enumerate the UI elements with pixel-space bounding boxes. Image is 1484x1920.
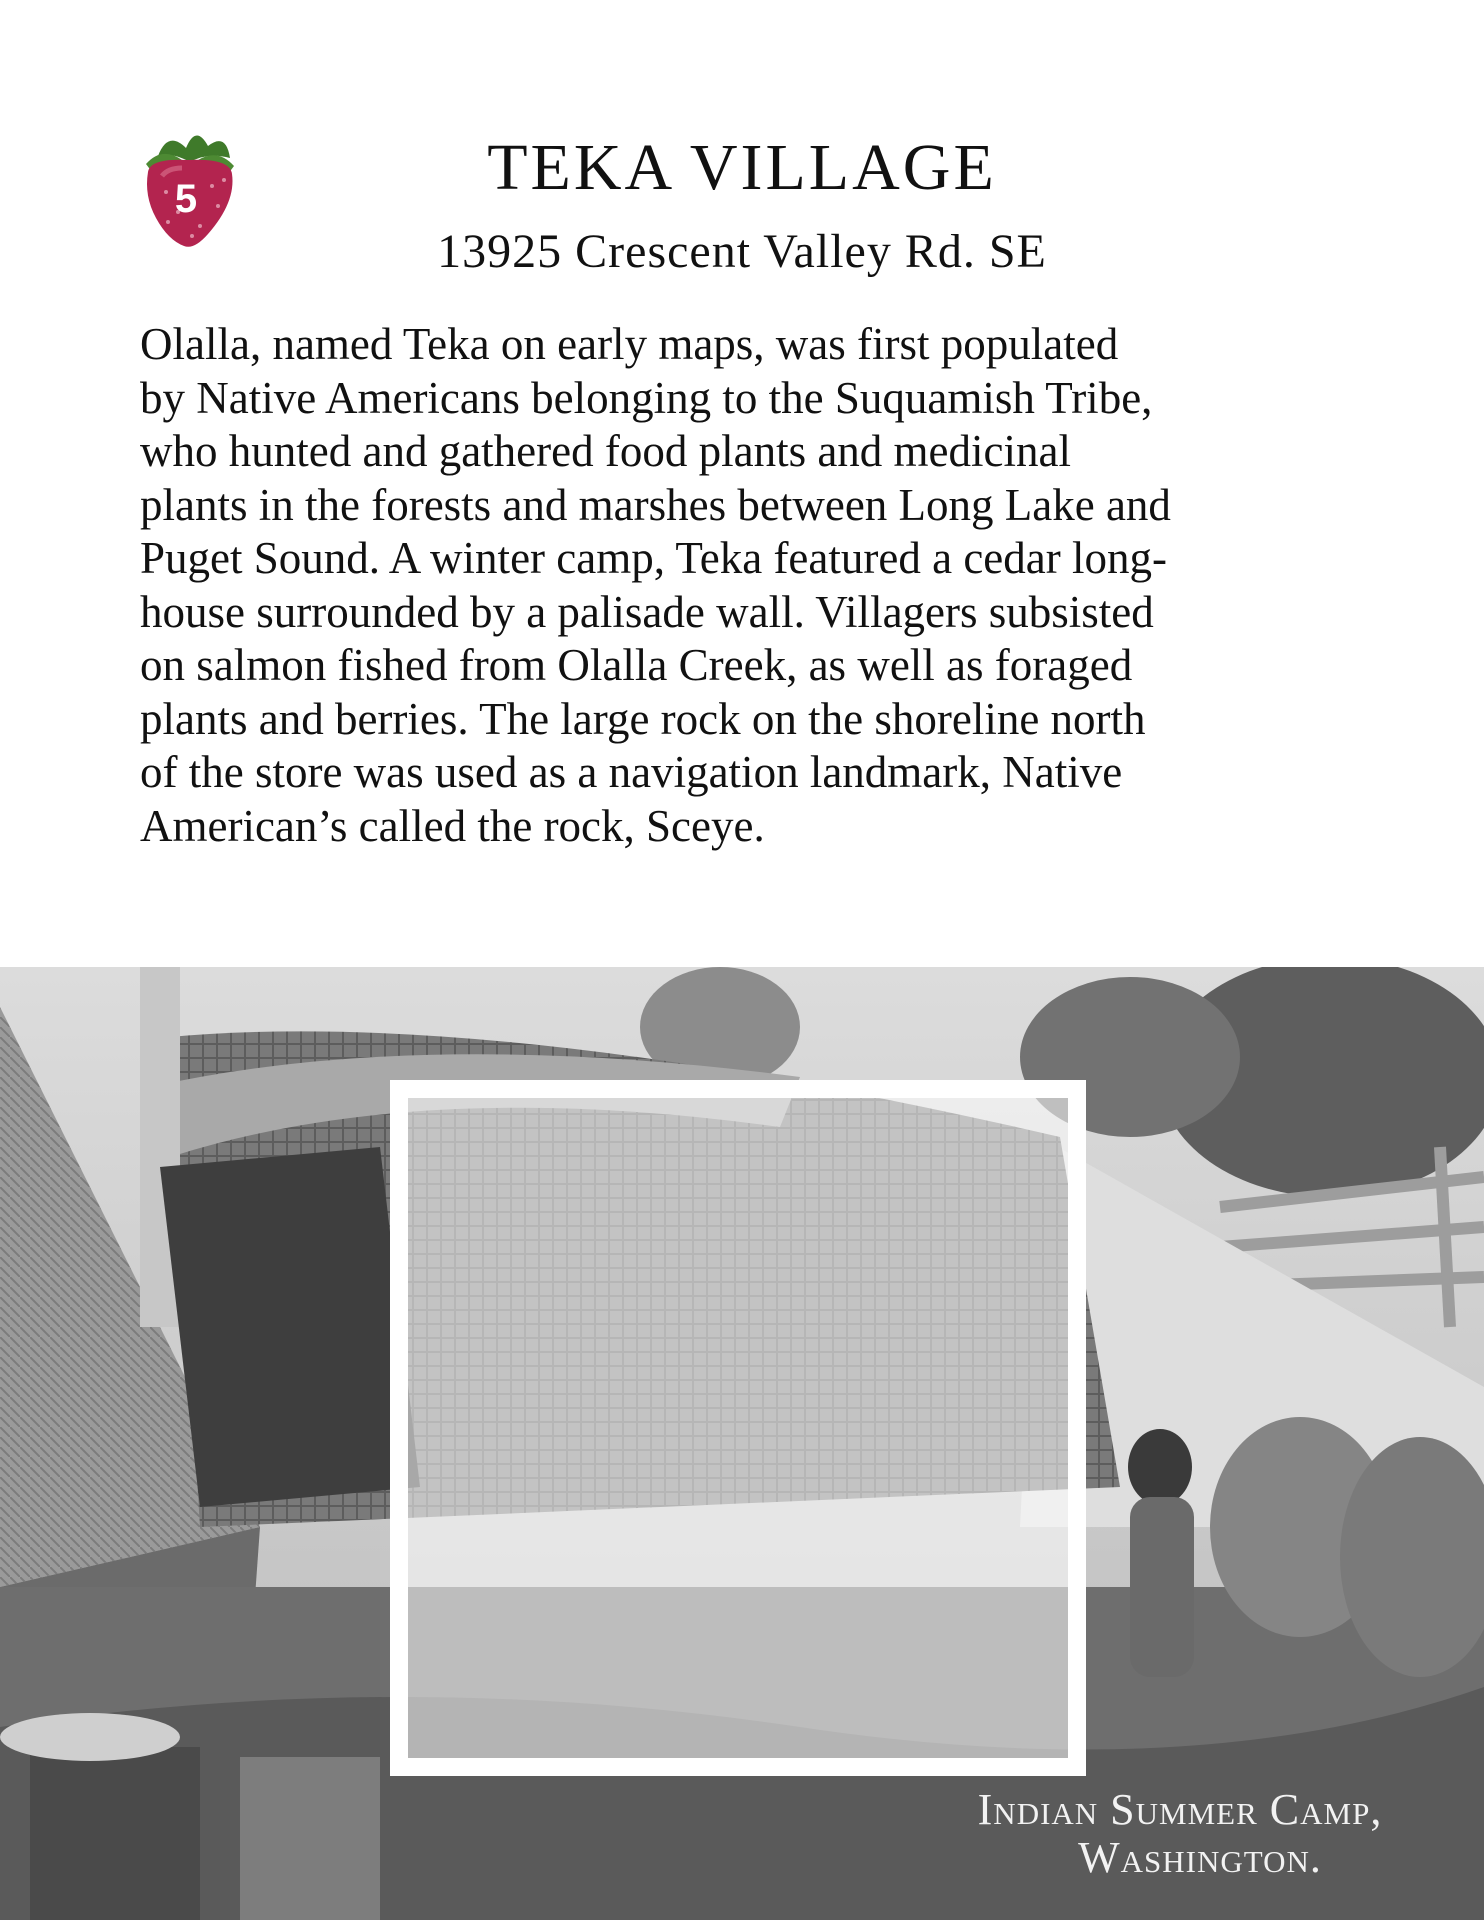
body-line: on salmon fished from Olalla Creek, as well as foraged <box>140 640 1133 690</box>
photo-caption <box>900 1786 1460 1906</box>
page-title: TEKA VILLAGE <box>487 131 997 204</box>
body-line: who hunted and gathered food plants and medicinal <box>140 426 1071 476</box>
body-line: of the store was used as a navigation landmark, Native <box>140 747 1123 797</box>
body-line: plants and berries. The large rock on the shoreline north <box>140 693 1146 744</box>
body-line: house surrounded by a palisade wall. Villagers subsisted <box>140 586 1154 637</box>
body-line: American’s called the rock, Sceye. <box>140 800 765 851</box>
body-text <box>140 318 1390 853</box>
photo-inset-frame <box>390 1080 1086 1776</box>
address: 13925 Crescent Valley Rd. SE <box>437 225 1047 278</box>
badge-number: 5 <box>174 177 198 221</box>
body-line: plants in the forests and marshes between Long Lake and <box>140 479 1171 530</box>
body-line: by Native Americans belonging to the Suquamish Tribe, <box>140 372 1153 423</box>
caption-line-1: Indian Summer Camp, <box>977 1785 1383 1834</box>
caption-line-2: Washington. <box>1078 1833 1322 1882</box>
body-line: Puget Sound. A winter camp, Teka featured a cedar long- <box>140 533 1167 583</box>
body-line: Olalla, named Teka on early maps, was first populated <box>140 319 1119 369</box>
